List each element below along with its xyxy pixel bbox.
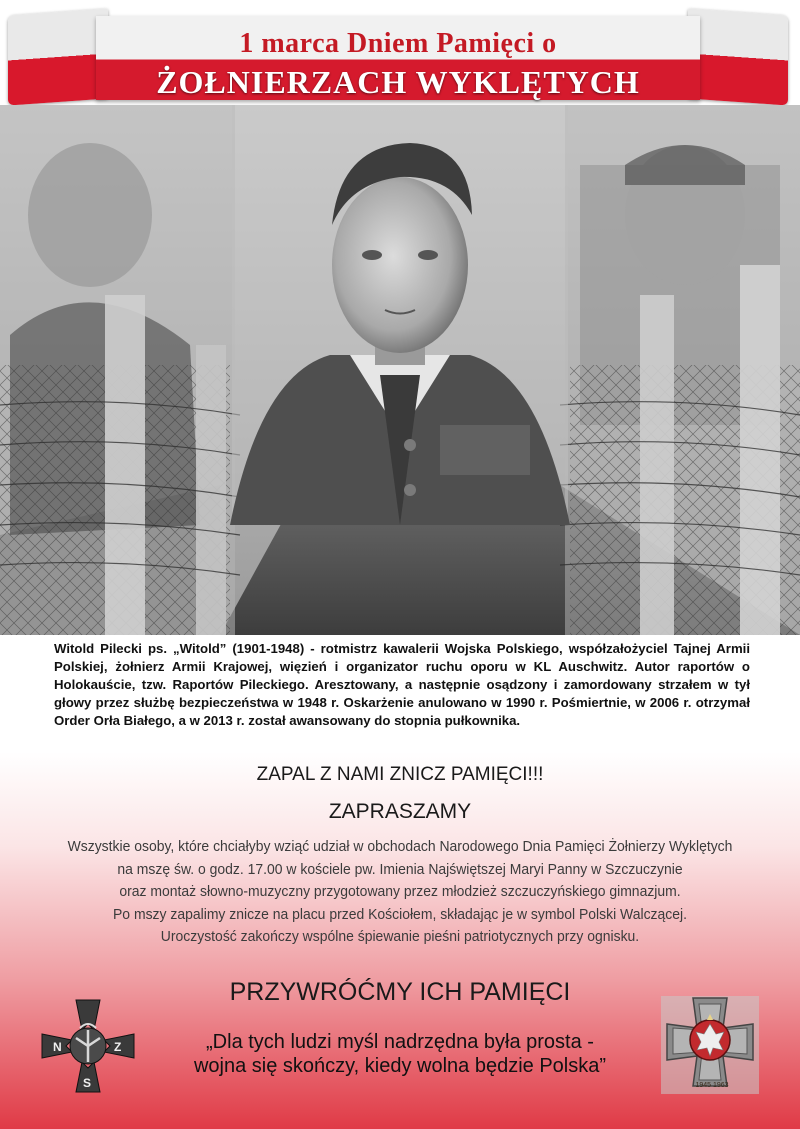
invitation-heading: ZAPRASZAMY	[328, 800, 472, 823]
flag-left-icon	[8, 9, 108, 106]
invitation-line: Po mszy zapalimy znicze na placu przed Kościołem, składając je w symbol Polski Walczącej.	[113, 905, 687, 923]
quote-line: „Dla tych ludzi myśl nadrzędna była prosta -	[206, 1031, 594, 1053]
emblem-letter-s: S	[83, 1076, 92, 1090]
invitation-line: oraz montaż słowno-muzyczny przygotowany przez młodzież szczuczyńskiego gimnazjum.	[119, 883, 681, 900]
invitation-line: Uroczystość zakończy wspólne śpiewanie pieśni patriotycznych przy ognisku.	[160, 928, 640, 945]
emblem-letter-z: Z	[114, 1040, 122, 1054]
banner-ribbon	[96, 16, 700, 100]
invitation-line: na mszę św. o godz. 17.00 w kościele pw. Imienia Najświętszej Maryi Panny w Szczuczynie	[117, 860, 683, 878]
remember-heading: PRZYWRÓĆMY ICH PAMIĘCI	[229, 978, 571, 1006]
emblem-letter-n: N	[53, 1040, 62, 1054]
quote-line: wojna się skończy, kiedy wolna będzie Polska”	[193, 1055, 607, 1077]
quote-text	[130, 1030, 670, 1078]
nsz-cross-emblem-icon	[36, 994, 140, 1098]
badge-years-label: 1945 1963	[695, 1082, 729, 1089]
header-banner	[8, 6, 788, 104]
banner-title-line1: 1 marca Dniem Pamięci o	[239, 28, 557, 59]
invitation-text	[65, 836, 735, 949]
flag-right-icon	[688, 9, 788, 106]
invitation-line: Wszystkie osoby, które chciałyby wziąć udział w obchodach Narodowego Dnia Pamięci Żołnierzy Wyklętych	[67, 838, 733, 855]
banner-title-line2: ŻOŁNIERZACH WYKLĘTYCH	[156, 64, 640, 100]
portrait-collage-photo	[0, 105, 800, 635]
light-candle-heading: ZAPAL Z NAMI ZNICZ PAMIĘCI!!!	[256, 764, 544, 785]
collage-illustration	[0, 105, 800, 635]
bio-paragraph: Witold Pilecki ps. „Witold” (1901-1948) - rotmistrz kawalerii Wojska Polskiego, współzałożyciel Tajnej Armii Polskiej, żołnierz Armii Krajowej, więzień i organizator ruchu oporu w KL Auschwitz. Autor raportów o Holokauście, tzw. Raportów Pileckiego. Aresztowany, a następnie osądzony i zamordowany strzałem w tył głowy przez służbę bezpieczeństwa w 1948 r. Oskarżenie anulowano w 1990 r. Pośmiertnie, w 2006 r. otrzymał Order Orła Białego, a w 2013 r. został awansowany do stopnia pułkownika.	[54, 641, 750, 728]
